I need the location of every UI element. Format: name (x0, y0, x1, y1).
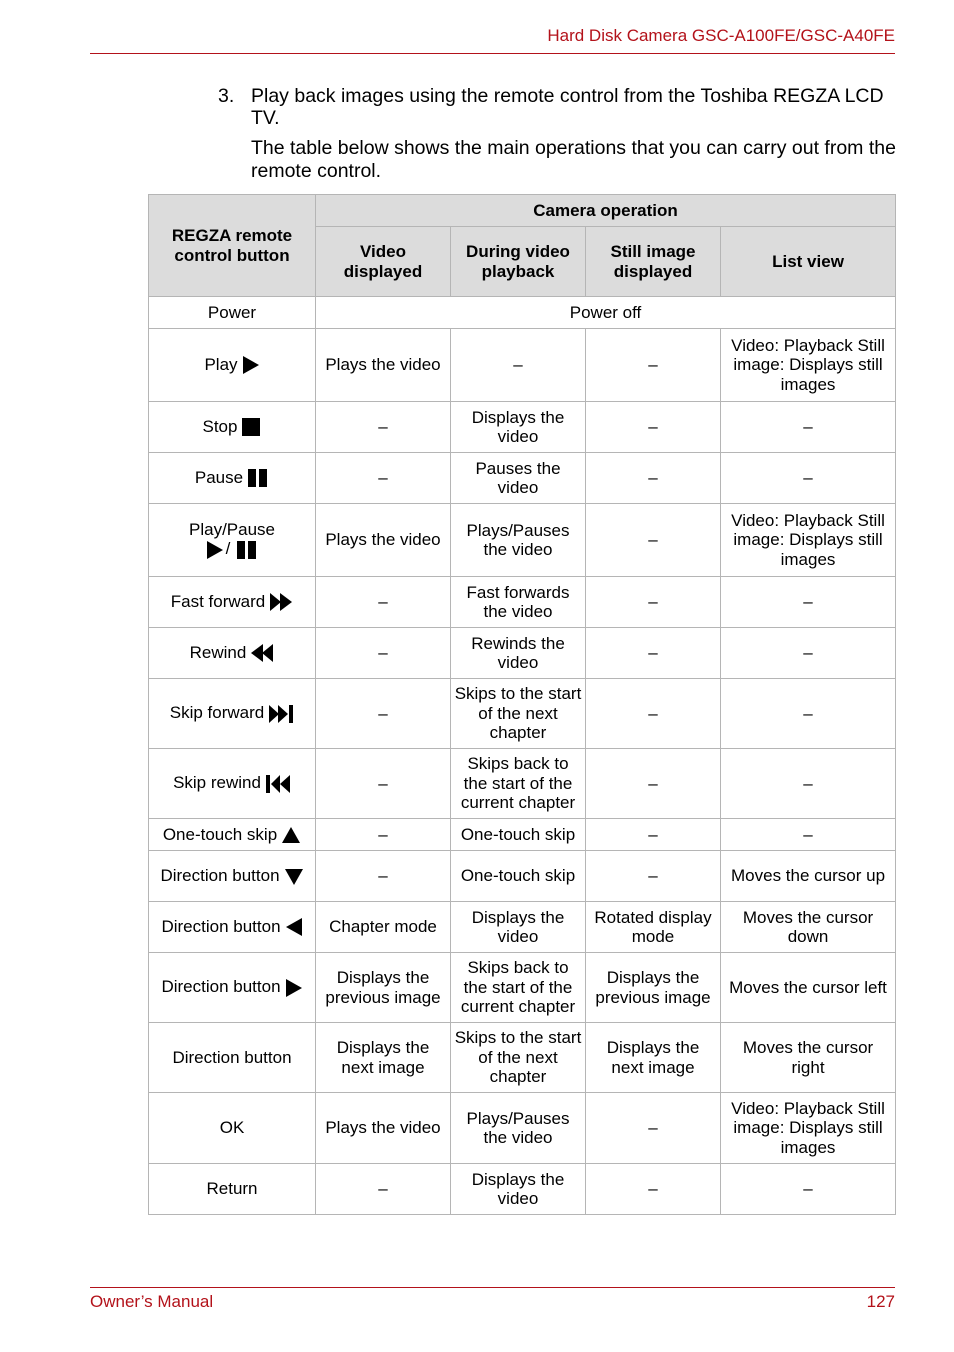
slash-separator: / (225, 539, 231, 559)
cell-operation: Skips to the start of the next chapter (451, 1023, 586, 1093)
button-label: Direction button (160, 866, 280, 886)
cell-operation: – (586, 679, 721, 749)
button-label: Rewind (189, 642, 247, 662)
cell-power-operation: Power off (316, 297, 896, 329)
cell-button (149, 1164, 316, 1215)
cell-operation: – (586, 402, 721, 453)
cell-operation: – (721, 577, 896, 628)
pause-icon (236, 540, 258, 560)
button-label: Fast forward (170, 591, 266, 611)
cell-operation: Moves the cursor right (721, 1023, 896, 1093)
table-row (149, 953, 896, 1023)
table-row (149, 1164, 896, 1215)
cell-operation: – (316, 749, 451, 819)
cell-operation: Plays the video (316, 504, 451, 577)
header-during-playback: During video playback (451, 227, 586, 297)
cell-operation: – (721, 628, 896, 679)
cell-operation: Skips back to the start of the current chapter (451, 749, 586, 819)
cell-button (149, 749, 316, 819)
cell-operation: Rotated display mode (586, 902, 721, 953)
cell-button (149, 453, 316, 504)
cell-button (149, 577, 316, 628)
cell-operation: Plays the video (316, 329, 451, 402)
skip-forward-icon (268, 704, 294, 724)
cell-operation: – (721, 453, 896, 504)
cell-operation: – (316, 402, 451, 453)
cell-operation: Skips to the start of the next chapter (451, 679, 586, 749)
header-list-view: List view (721, 227, 896, 297)
cell-button (149, 679, 316, 749)
table-row (149, 453, 896, 504)
table-row (149, 819, 896, 851)
fast-forward-icon (269, 592, 293, 612)
cell-button (149, 819, 316, 851)
remote-operations-table (148, 194, 896, 1215)
step-text: Play back images using the remote control from the Toshiba REGZA LCD TV. (251, 85, 884, 129)
cell-button (149, 953, 316, 1023)
cell-operation: – (586, 329, 721, 402)
cell-button (149, 402, 316, 453)
cell-button (149, 1093, 316, 1164)
button-label: Direction button (172, 1047, 292, 1067)
table-row (149, 628, 896, 679)
cell-operation: Chapter mode (316, 902, 451, 953)
table-row (149, 1093, 896, 1164)
table-row (149, 902, 896, 953)
cell-button (149, 1023, 316, 1093)
cell-operation: – (721, 679, 896, 749)
cell-operation: Rewinds the video (451, 628, 586, 679)
cell-button: Power (149, 297, 316, 329)
table-row (149, 851, 896, 902)
cell-operation: Displays the previous image (316, 953, 451, 1023)
running-header: Hard Disk Camera GSC-A100FE/GSC-A40FE (547, 26, 895, 45)
cell-operation: – (586, 628, 721, 679)
button-label: Play (204, 354, 238, 374)
table-row-power (149, 297, 896, 329)
cell-operation: – (721, 749, 896, 819)
table-row (149, 402, 896, 453)
play-icon (206, 540, 224, 560)
step-number: 3. (218, 85, 235, 107)
skip-rewind-icon (265, 774, 291, 794)
button-label: Skip forward (169, 703, 265, 723)
triangle-up-icon (281, 826, 301, 844)
button-label: Play/Pause (189, 519, 275, 539)
cell-operation: – (316, 453, 451, 504)
cell-button (149, 902, 316, 953)
header-rule (90, 53, 895, 54)
page-number: 127 (866, 1292, 895, 1311)
footer-rule (90, 1287, 895, 1288)
cell-operation: – (316, 679, 451, 749)
cell-button (149, 628, 316, 679)
cell-operation: – (586, 453, 721, 504)
cell-operation: One-touch skip (451, 851, 586, 902)
cell-operation: Plays/Pauses the video (451, 1093, 586, 1164)
cell-operation: Video: Playback Still image: Displays still images (721, 329, 896, 402)
table-row (149, 504, 896, 577)
cell-operation: – (316, 1164, 451, 1215)
cell-operation: Displays the video (451, 902, 586, 953)
header-still-image: Still image displayed (586, 227, 721, 297)
cell-button (149, 504, 316, 577)
cell-operation: – (586, 504, 721, 577)
cell-operation: Fast forwards the video (451, 577, 586, 628)
footer-manual-title: Owner’s Manual (90, 1292, 214, 1311)
cell-button (149, 851, 316, 902)
header-video-displayed: Video displayed (316, 227, 451, 297)
button-label: Pause (194, 467, 244, 487)
cell-operation: – (586, 1093, 721, 1164)
button-label: One-touch skip (162, 824, 278, 844)
cell-operation: – (316, 577, 451, 628)
cell-operation: Displays the video (451, 1164, 586, 1215)
button-label: Skip rewind (173, 773, 261, 793)
cell-operation: Video: Playback Still image: Displays still images (721, 1093, 896, 1164)
cell-operation: Plays/Pauses the video (451, 504, 586, 577)
button-label: Direction button (161, 916, 281, 936)
button-label: OK (219, 1118, 245, 1138)
cell-operation: Displays the video (451, 402, 586, 453)
table-row (149, 679, 896, 749)
cell-operation: Skips back to the start of the current chapter (451, 953, 586, 1023)
triangle-left-icon (285, 917, 303, 937)
rewind-icon (250, 643, 274, 663)
cell-operation: Displays the previous image (586, 953, 721, 1023)
button-label: Return (206, 1179, 258, 1199)
cell-operation: Displays the next image (586, 1023, 721, 1093)
cell-operation: – (316, 628, 451, 679)
cell-operation: Moves the cursor up (721, 851, 896, 902)
cell-operation: Displays the next image (316, 1023, 451, 1093)
cell-operation: – (316, 819, 451, 851)
button-label: Direction button (161, 977, 281, 997)
cell-operation: – (586, 749, 721, 819)
cell-operation: – (721, 1164, 896, 1215)
cell-operation: – (586, 1164, 721, 1215)
cell-button (149, 329, 316, 402)
cell-operation: Video: Playback Still image: Displays still images (721, 504, 896, 577)
table-row (149, 329, 896, 402)
step-description: The table below shows the main operations that you can carry out from the remote control. (251, 137, 896, 182)
cell-operation: One-touch skip (451, 819, 586, 851)
button-label: Stop (202, 416, 238, 436)
triangle-down-icon (284, 868, 304, 886)
cell-operation: – (586, 851, 721, 902)
cell-operation: Moves the cursor left (721, 953, 896, 1023)
cell-operation: – (721, 402, 896, 453)
header-remote-button: REGZA remote control button (149, 195, 316, 297)
table-row (149, 577, 896, 628)
stop-icon (241, 417, 261, 437)
cell-operation: – (721, 819, 896, 851)
table-row (149, 1023, 896, 1093)
cell-operation: Pauses the video (451, 453, 586, 504)
cell-operation: Plays the video (316, 1093, 451, 1164)
header-camera-operation: Camera operation (316, 195, 896, 227)
cell-operation: – (586, 819, 721, 851)
cell-operation: Moves the cursor down (721, 902, 896, 953)
cell-operation: – (316, 851, 451, 902)
cell-operation: – (586, 577, 721, 628)
pause-icon (247, 468, 269, 488)
table-row (149, 749, 896, 819)
play-icon (242, 355, 260, 375)
cell-operation: – (451, 329, 586, 402)
triangle-right-icon (285, 978, 303, 998)
